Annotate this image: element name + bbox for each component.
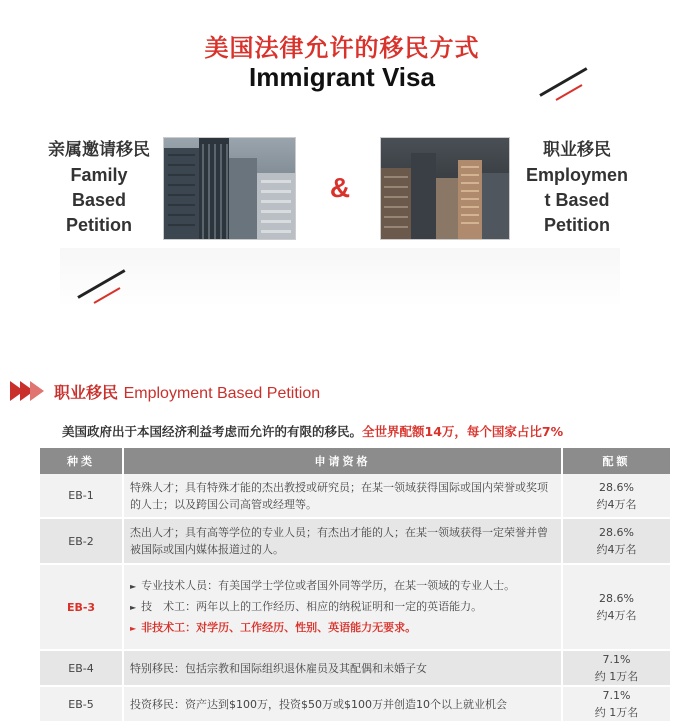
table-row [40,686,671,722]
intro-highlight: 全世界配额14万，每个国家占比7% [362,424,564,439]
quota-count: 约4万名 [596,609,637,622]
chevron-right-icon [30,381,44,401]
section-title-en: Employment Based Petition [123,384,321,402]
employment-label-cn: 职业移民 [543,140,611,160]
row-description: 特殊人才；具有特殊才能的杰出教授或研究员；在某一领域获得国际或国内荣誉或奖项的人士；以及跨国公司高管或经理等。 [123,474,562,518]
header-qualification: 申请资格 [123,448,562,474]
bullet-text: 专业技术人员：有美国学士学位或者国外同等学历，在某一领域的专业人士。 [141,579,516,592]
city-photo-left [163,137,296,240]
quota-percent: 28.6% [599,592,634,605]
bullet-item [130,619,555,637]
family-label-en-3: Petition [66,215,132,235]
family-label-cn: 亲属邀请移民 [48,140,150,160]
row-type: EB-1 [40,474,123,518]
employment-label-en-1: Employmen [525,165,629,185]
row-type: EB-5 [40,686,123,722]
intro-text [62,422,563,440]
row-type: EB-2 [40,518,123,564]
header-type: 种类 [40,448,123,474]
row-type: EB-4 [40,650,123,686]
quota-count: 约 1万名 [594,670,639,683]
row-quota [562,686,671,722]
intro-body: 美国政府出于本国经济利益考虑而允许的有限的移民。 [62,424,363,439]
ampersand: & [329,172,351,203]
row-quota [562,518,671,564]
row-description: 投资移民：资产达到$100万，投资$50万或$100万并创造10个以上就业机会 [123,686,562,722]
family-label-en-1: Family [70,165,128,185]
bullet-text: 非技术工：对学历、工作经历、性别、英语能力无要求。 [141,621,417,634]
table-header-row [40,448,671,474]
table-row [40,474,671,518]
family-based-label [40,138,158,238]
section-title [54,380,320,403]
page-title-en: Immigrant Visa [249,62,435,92]
triangle-bullet-icon: ► [130,624,137,633]
quota-percent: 7.1% [602,653,631,666]
row-quota [562,650,671,686]
row-type: EB-3 [40,564,123,650]
section-title-cn: 职业移民 [54,382,119,402]
header-quota: 配额 [562,448,671,474]
city-photo-right [380,137,510,240]
row-quota [562,564,671,650]
visa-table [40,448,672,723]
triangle-bullet-icon: ► [130,582,137,591]
quota-percent: 7.1% [602,689,631,702]
quota-count: 约4万名 [596,543,637,556]
quota-percent: 28.6% [599,526,634,539]
quota-count: 约 1万名 [594,706,639,719]
table-row [40,518,671,564]
card-shadow [60,248,620,308]
employment-label-en-2: t Based [544,190,610,210]
bullet-text: 技 术工：两年以上的工作经历、相应的纳税证明和一定的英语能力。 [141,600,483,613]
table-row [40,564,671,650]
row-description: 特别移民：包括宗教和国际组织退休雇员及其配偶和未婚子女 [123,650,562,686]
bullet-item [130,577,555,595]
row-description [123,564,562,650]
table-row [40,650,671,686]
family-label-en-2: Based [71,190,127,210]
employment-label-en-3: Petition [544,215,610,235]
row-description: 杰出人才；具有高等学位的专业人员；有杰出才能的人；在某一领域获得一定荣誉并曾被国际或国内媒体报道过的人。 [123,518,562,564]
quota-percent: 28.6% [599,480,634,494]
section-header [10,378,320,404]
quota-count: 约4万名 [596,497,637,511]
bullet-item [130,598,555,616]
employment-based-label [512,138,642,238]
triangle-bullet-icon: ► [130,603,137,612]
row-quota [562,474,671,518]
page-title-cn: 美国法律允许的移民方式 [204,34,480,62]
